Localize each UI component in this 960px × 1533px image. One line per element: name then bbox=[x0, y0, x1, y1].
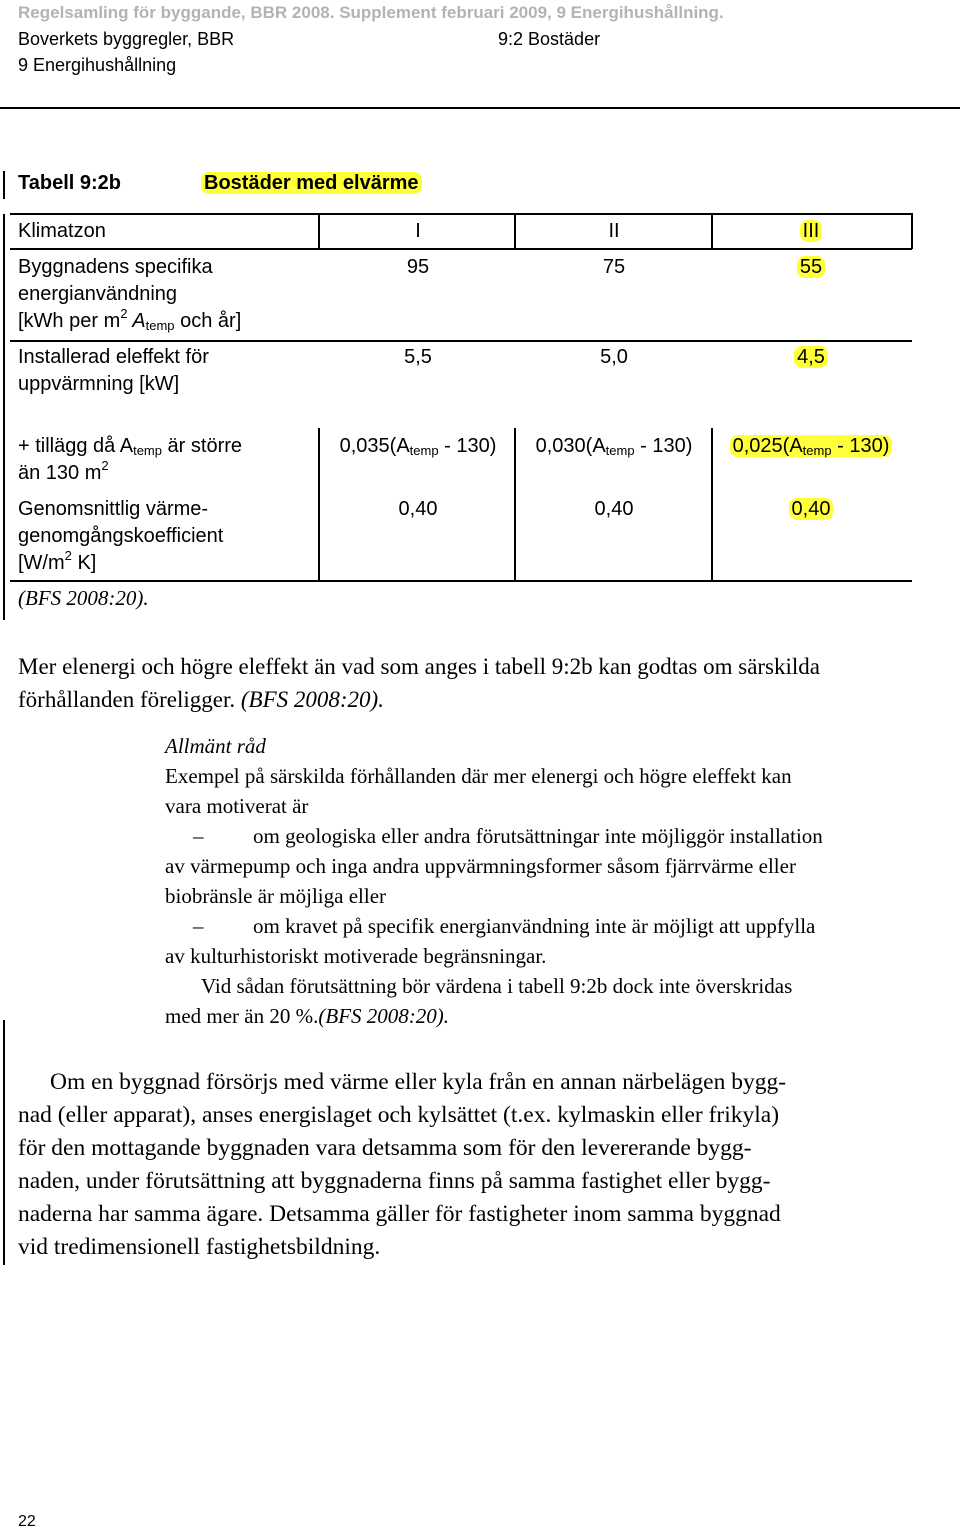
table-cell: 55 bbox=[713, 254, 909, 281]
header-rule bbox=[0, 107, 960, 109]
change-bar bbox=[3, 171, 5, 199]
advice-intro: Exempel på särskilda förhållanden där mer elenergi och högre eleffekt kan vara motiverat är bbox=[165, 764, 792, 818]
table-cell: 5,0 bbox=[600, 346, 628, 368]
change-bar bbox=[3, 1020, 5, 1265]
climate-zone-label: Klimatzon bbox=[18, 220, 106, 242]
table-number: Tabell 9:2b bbox=[18, 172, 121, 194]
table-cell: $0,035(A_{temp} - 130)$ bbox=[339, 435, 497, 458]
table-bottom-border bbox=[10, 580, 912, 582]
table-source-ref: (BFS 2008:20). bbox=[18, 586, 149, 610]
change-bar bbox=[3, 214, 5, 620]
row-label-power: Installerad eleffekt för uppvärmning [kW] bbox=[18, 346, 209, 395]
zone-heading: III bbox=[713, 218, 909, 245]
table-col-border bbox=[911, 213, 913, 249]
advice-heading: Allmänt råd bbox=[165, 734, 266, 758]
row-label-energy: Byggnadens specifika energianvändning [kWh per $m^2$ $A_{temp}$ och år] bbox=[18, 256, 242, 333]
page-number: 22 bbox=[18, 1513, 36, 1530]
table-row-border bbox=[10, 248, 912, 250]
table-cell: 5,5 bbox=[404, 346, 432, 368]
row-label-u-value: Genomsnittlig värme- genomgångskoefficient [$W/m^2$ K] bbox=[18, 498, 224, 574]
table-cell: 0,40 bbox=[713, 496, 909, 523]
publication-header: Regelsamling för byggande, BBR 2008. Supplement februari 2009, 9 Energihushållning. bbox=[18, 3, 724, 22]
table-cell: 0,40 bbox=[398, 498, 438, 520]
paragraph-exception: Mer elenergi och högre eleffekt än vad som anges i tabell 9:2b kan godtas om särskilda förhållanden föreligger. (BFS 2008:20). bbox=[18, 654, 821, 712]
table-cell: $0,025(A_{temp} - 130)$ bbox=[713, 433, 909, 460]
advice-list-item: – om geologiska eller andra förutsättningar inte möjliggör installation av värmepump och inga andra uppvärmningsformer såsom fjärrvärme eller biobränsle är möjliga eller bbox=[165, 821, 955, 911]
table-row-border bbox=[10, 340, 912, 342]
advice-list-item: – om kravet på specifik energianvändning inte är möjligt att uppfylla av kulturhistoriskt motiverade begränsningar. bbox=[165, 911, 955, 971]
zone-heading: II bbox=[608, 220, 620, 242]
advice-closing: Vid sådan förutsättning bör värdena i tabell 9:2b dock inte överskridas med mer än 20 %.(BFS 2008:20). bbox=[165, 974, 793, 1028]
chapter-name: 9 Energihushållning bbox=[18, 55, 177, 75]
table-cell: $0,030(A_{temp} - 130)$ bbox=[535, 435, 693, 458]
table-cell: 75 bbox=[602, 256, 626, 278]
section-name: 9:2 Bostäder bbox=[498, 29, 601, 49]
table-top-border bbox=[10, 213, 912, 215]
table-cell: 95 bbox=[406, 256, 430, 278]
dash-bullet: – bbox=[193, 914, 204, 938]
table-cell: 0,40 bbox=[594, 498, 634, 520]
zone-heading: I bbox=[415, 220, 421, 242]
table-cell: 4,5 bbox=[713, 344, 909, 371]
table-title: Bostäder med elvärme bbox=[201, 172, 422, 195]
regulation-name: Boverkets byggregler, BBR bbox=[18, 29, 235, 49]
row-label-addition: + tillägg då $A_{temp}$ är större än 130 $m^2$ bbox=[18, 435, 243, 484]
paragraph-district-heating: Om en byggnad försörjs med värme eller kyla från en annan närbelägen bygg- nad (eller apparat), anses energislaget och kylsättet (t.ex. kylmaskin eller frikyla) för den mottagande byggnaden vara detsamma som för den levererande bygg- naden, under förutsättning att byggnaderna finns på samma fastighet eller bygg- naderna har samma ägare. Detsamma gäller för fastigheter inom samma byggnad vid tredimensionell fastighetsbildning. bbox=[18, 1069, 787, 1260]
dash-bullet: – bbox=[193, 824, 204, 848]
